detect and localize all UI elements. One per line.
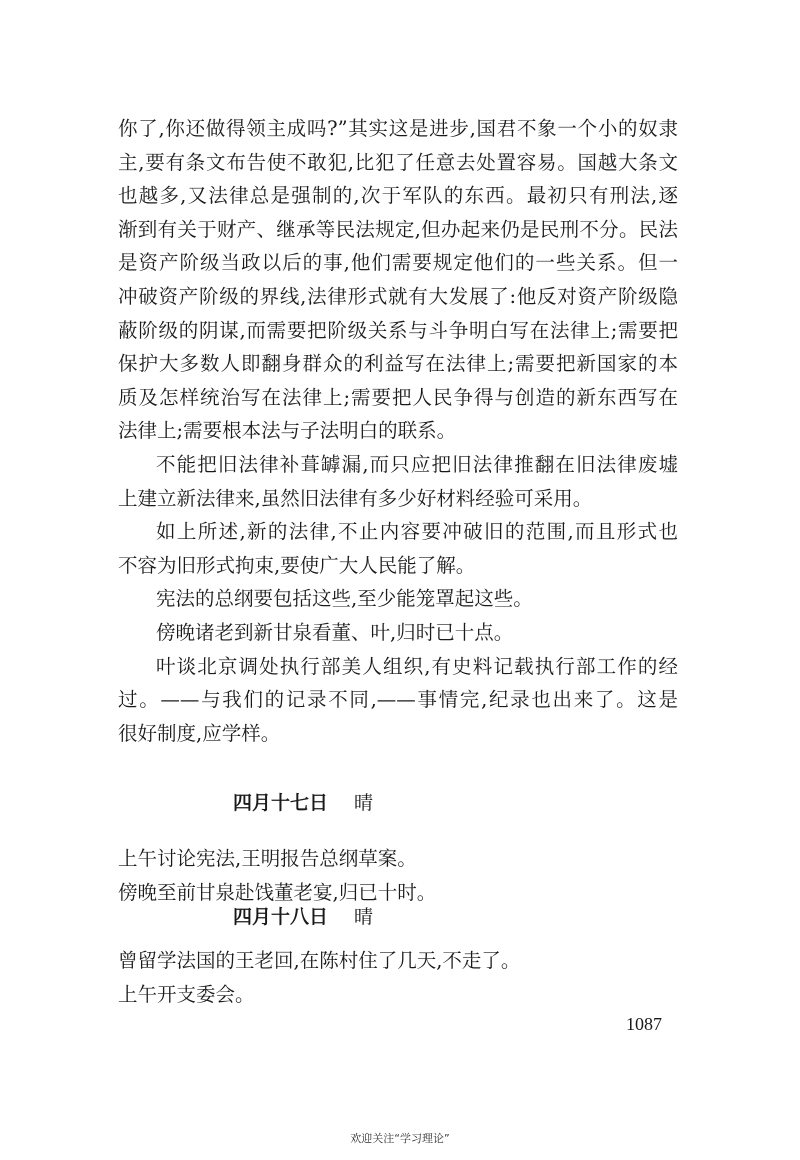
entry-body-april-18 — [118, 944, 678, 1011]
text-line: 傍晚诸老到新甘泉看董、叶,归时已十点。 — [156, 620, 514, 644]
text-line: 曾留学法国的王老回,在陈村住了几天,不走了。 — [118, 949, 521, 972]
page-number: 1087 — [626, 1014, 662, 1034]
text-line: 上午讨论宪法,王明报告总纲草案。 — [118, 847, 417, 870]
entry-weather: 晴 — [354, 906, 374, 928]
text-line: 也越多,又法律总是强制的,次于军队的东西。最初只有刑法,逐 — [118, 184, 678, 208]
footer-watermark-text: 欢迎关注“学习理论” — [350, 1132, 450, 1145]
text-line: 叶谈北京调处执行部美人组织,有史料记载执行部工作的经 — [156, 654, 678, 678]
text-line: 很好制度,应学样。 — [118, 721, 281, 745]
text-line: 不能把旧法律补葺罅漏,而只应把旧法律推翻在旧法律废墟 — [156, 452, 678, 476]
text-line: 如上所述,新的法律,不止内容要冲破旧的范围,而且形式也 — [156, 520, 678, 544]
entry-body-april-17 — [118, 842, 678, 909]
text-line: 保护大多数人即翻身群众的利益写在法律上;需要把新国家的本 — [118, 352, 678, 376]
text-line: 渐到有关于财产、继承等民法规定,但办起来仍是民刑不分。民法 — [118, 217, 678, 241]
entry-weather: 晴 — [354, 792, 374, 814]
text-line: 不容为旧形式拘束,要使广大人民能了解。 — [118, 553, 476, 577]
text-line: 宪法的总纲要包括这些,至少能笼罩起这些。 — [156, 587, 533, 611]
entry-heading-april-18 — [233, 902, 373, 932]
text-line: 你了,你还做得领主成吗?”其实这是进步,国君不象一个小的奴隶 — [118, 117, 678, 140]
text-line: 上建立新法律来,虽然旧法律有多少好材料经验可采用。 — [118, 486, 593, 510]
text-line: 傍晚至前甘泉赴饯董老宴,归已十时。 — [118, 880, 437, 904]
text-line: 法律上;需要根本法与子法明白的联系。 — [118, 419, 457, 443]
text-line: 是资产阶级当政以后的事,他们需要规定他们的一些关系。但一 — [118, 251, 678, 275]
text-line: 过。——与我们的记录不同,——事情完,纪录也出来了。这是 — [118, 688, 678, 712]
text-line: 上午开支委会。 — [118, 982, 255, 1006]
entry-date: 四月十七日 — [233, 792, 329, 814]
paragraph-law-history — [118, 112, 678, 750]
entry-date: 四月十八日 — [233, 906, 329, 928]
entry-heading-april-17 — [233, 788, 373, 818]
text-line: 蔽阶级的阴谋,而需要把阶级关系与斗争明白写在法律上;需要把 — [118, 318, 678, 342]
text-line: 质及怎样统治写在法律上;需要把人民争得与创造的新东西写在 — [118, 385, 678, 409]
text-line: 主,要有条文布告使不敢犯,比犯了任意去处置容易。国越大条文 — [118, 150, 678, 174]
text-line: 冲破资产阶级的界线,法律形式就有大发展了:他反对资产阶级隐 — [118, 284, 678, 308]
